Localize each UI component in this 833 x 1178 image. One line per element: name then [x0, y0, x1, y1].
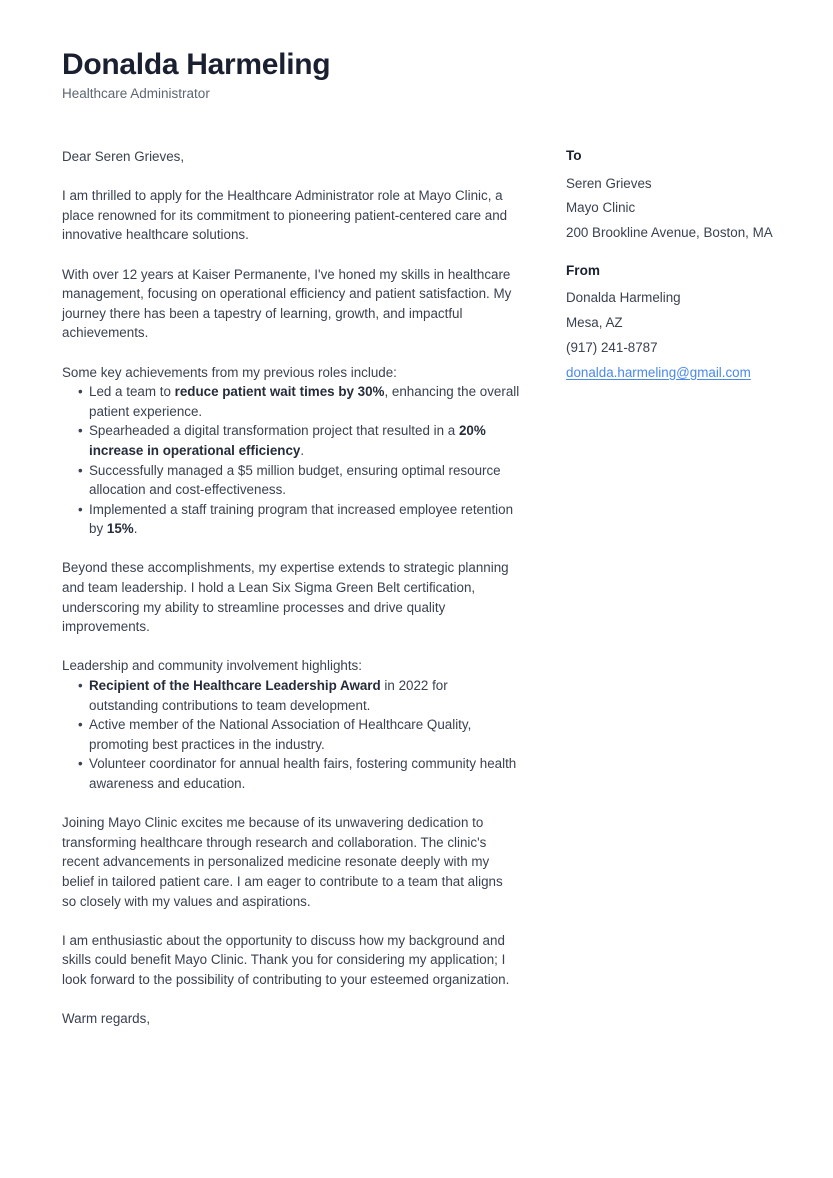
to-heading: To — [566, 148, 582, 163]
contact-sidebar — [566, 147, 796, 401]
bullet-text-post: . — [133, 521, 138, 537]
recipient-address: 200 Brookline Avenue, Boston, MA — [566, 225, 773, 241]
list-item — [62, 715, 520, 754]
recipient-name: Seren Grieves — [566, 175, 652, 191]
achievements-list — [62, 382, 520, 539]
recipient-block — [566, 147, 796, 242]
letter-header — [62, 48, 762, 102]
from-heading: From — [566, 262, 600, 278]
sender-name: Donalda Harmeling — [566, 290, 681, 306]
bullet-text-pre: Volunteer coordinator for annual health fairs, fostering community health awareness and education. — [89, 756, 517, 791]
closing-paragraph: I am enthusiastic about the opportunity to discuss how my background and skills could benefit Mayo Clinic. Thank you for considering my application; I look forward to the possibility of contributing to your esteemed organization. — [62, 932, 510, 987]
bullet-text-pre: Led a team to — [89, 384, 175, 400]
sender-location: Mesa, AZ — [566, 315, 623, 331]
letter-body-column — [62, 147, 520, 1048]
leadership-intro: Leadership and community involvement highlights: — [62, 658, 362, 674]
bullet-text-bold: reduce patient wait times by 30% — [174, 384, 385, 400]
sender-block — [566, 262, 796, 382]
sender-email-line — [566, 363, 796, 382]
list-item — [62, 421, 520, 460]
recipient-company: Mayo Clinic — [566, 200, 636, 216]
applicant-job-title: Healthcare Administrator — [62, 85, 210, 101]
salutation: Dear Seren Grieves, — [62, 149, 185, 164]
bullet-text-pre: Implemented a staff training program that increased employee retention by — [89, 501, 514, 537]
sender-phone: (917) 241-8787 — [566, 339, 658, 355]
bullet-text-bold: Recipient of the Healthcare Leadership Award — [89, 678, 381, 694]
bullet-text-bold: 20% increase in operational efficiency — [89, 423, 486, 458]
motivation-paragraph: Joining Mayo Clinic excites me because of its unwavering dedication to transforming healthcare through research and collaboration. The clinic's recent advancements in personalized medicine resonate deeply with my belief in tailored patient care. I am eager to contribute to a team that aligns so closely with my values and aspirations. — [62, 815, 503, 909]
leadership-list — [62, 676, 520, 794]
sign-off: Warm regards, — [62, 1011, 151, 1027]
list-item — [62, 754, 520, 793]
list-item — [62, 461, 520, 500]
list-item — [62, 382, 520, 421]
achievements-intro: Some key achievements from my previous roles include: — [62, 364, 397, 380]
list-item — [62, 500, 520, 539]
experience-paragraph: With over 12 years at Kaiser Permanente, I've honed my skills in healthcare management, focusing on operational efficiency and patient satisfaction. My journey there has been a tapestry of learning, growth, and impactful achievements. — [62, 266, 512, 341]
list-item — [62, 676, 520, 715]
applicant-name: Donalda Harmeling — [62, 48, 331, 81]
sender-email-link[interactable]: donalda.harmeling@gmail.com — [566, 364, 751, 380]
bullet-text-pre: Successfully managed a $5 million budget, ensuring optimal resource allocation and cost-effectiveness. — [89, 462, 501, 498]
bullet-text-post: . — [300, 442, 305, 458]
bullet-text-pre: Spearheaded a digital transformation project that resulted in a — [89, 423, 459, 439]
expertise-paragraph: Beyond these accomplishments, my expertise extends to strategic planning and team leadership. I hold a Lean Six Sigma Green Belt certification, underscoring my ability to streamline processes and drive quality improvements. — [62, 560, 509, 635]
bullet-text-bold: 15% — [106, 521, 134, 537]
bullet-text-pre: Active member of the National Association of Healthcare Quality, promoting best practices in the industry. — [89, 717, 472, 752]
bullet-text-post: in 2022 for outstanding contributions to team development. — [89, 678, 448, 713]
intro-paragraph: I am thrilled to apply for the Healthcare Administrator role at Mayo Clinic, a place renowned for its commitment to pioneering patient-centered care and innovative healthcare solutions. — [62, 188, 508, 243]
bullet-text-post: , enhancing the overall patient experience. — [89, 384, 520, 419]
